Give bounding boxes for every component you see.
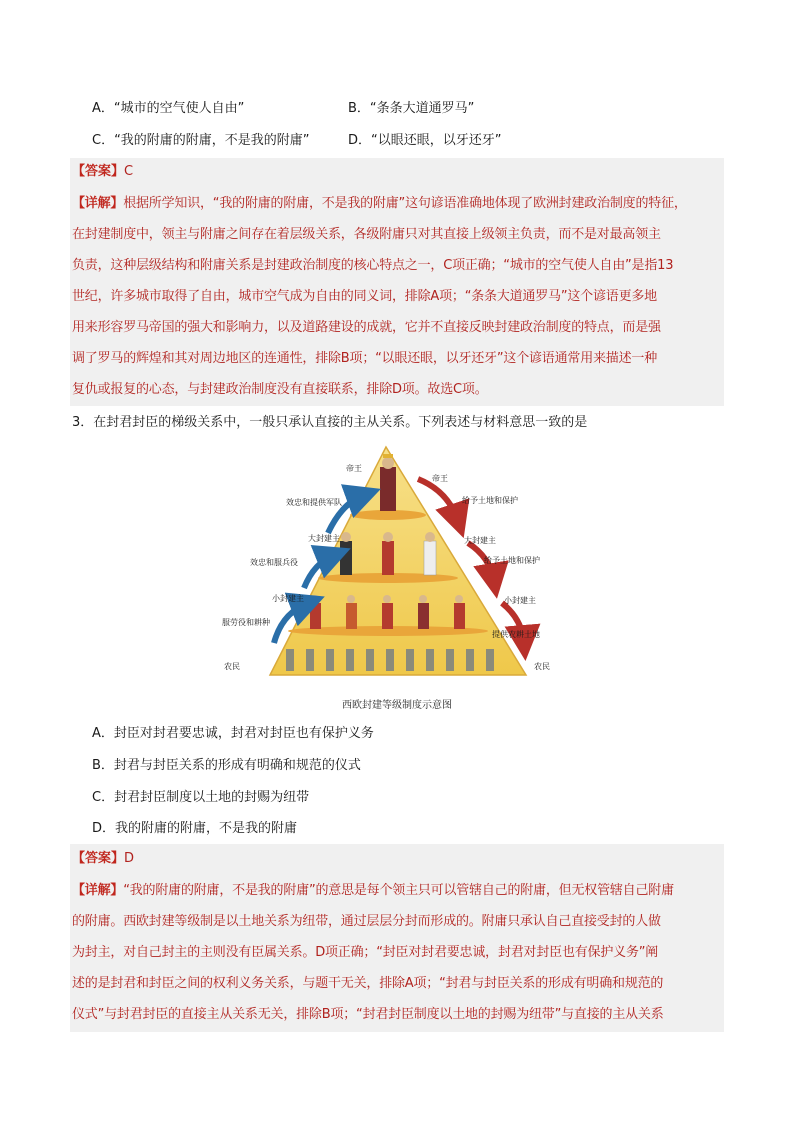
answer-tag: 【答案】 [72,851,125,866]
label-small-lord-right: 小封建主 [504,596,536,605]
caption-right-arrow-3: 提供农耕土地 [492,630,540,639]
q2-detail-line: 复仇或报复的心态，与封建政治制度没有直接联系，排除D项。故选C项。 [72,382,488,397]
q2-detail-line: 负责，这种层级结构和附庸关系是封建政治制度的核心特点之一，C项正确；“城市的空气使人自由”是指13 [72,258,674,273]
q3-detail-line: 述的是封君和封臣之间的权利义务关系，与题干无关，排除A项；“封君与封臣关系的形成有明确和规范的 [72,976,664,991]
q3-option-d: D．我的附庸的附庸，不是我的附庸 [92,821,298,836]
q3-answer-line [72,849,134,869]
detail-text: “我的附庸的附庸，不是我的附庸”的意思是每个领主只可以管辖自己的附庸，但无权管辖自己附庸 [123,883,674,898]
q2-detail-line [72,194,722,214]
q2-detail-line: 调了罗马的辉煌和其对周边地区的连通性，排除B项；“以眼还眼，以牙还牙”这个谚语通常用来描述一种 [72,351,657,366]
figure-caption: 西欧封建等级制度示意图 [342,700,452,711]
label-great-lord-right: 大封建主 [464,536,496,545]
q3-detail-line: 为封主，对自己封主的主则没有臣属关系。D项正确；“封臣对封君要忠诚，封君对封臣也有保护义务”阐 [72,945,659,960]
caption-left-arrow-2: 效忠和服兵役 [250,558,298,567]
caption-right-arrow-1: 给予土地和保护 [462,496,518,505]
q2-detail-line: 世纪，许多城市取得了自由，城市空气成为自由的同义词，排除A项；“条条大道通罗马”这个谚语更多地 [72,289,657,304]
label-peasant-left: 农民 [224,662,240,671]
label-emperor-right: 帝王 [432,474,448,483]
label-emperor-left: 帝王 [346,464,362,473]
q3-option-a: A．封臣对封君要忠诚，封君对封臣也有保护义务 [92,726,374,741]
emperor-platform [350,510,426,520]
q2-answer-line [72,162,133,182]
feudal-pyramid-diagram [222,443,550,683]
q3-answer-block [70,844,724,1032]
q2-option-a: A．“城市的空气使人自由” [92,101,245,116]
answer-tag: 【答案】 [72,164,125,179]
detail-tag: 【详解】 [72,883,124,898]
label-small-lord-left: 小封建主 [272,594,304,603]
emperor-figure [380,454,396,511]
caption-left-arrow-3: 效忠和提供军队 [286,498,342,507]
q2-option-c: C．“我的附庸的附庸，不是我的附庸” [92,133,310,148]
q3-stem: 3．在封君封臣的梯级关系中，一般只承认直接的主从关系。下列表述与材料意思一致的是 [72,415,588,430]
answer-value: D [124,851,135,866]
q2-detail-line: 在封建制度中，领主与附庸之间存在着层级关系，各级附庸只对其直接上级领主负责，而不是对最高领主 [72,227,661,242]
label-great-lord-left: 大封建主 [308,534,340,543]
q3-detail-line [72,881,722,901]
detail-text: 根据所学知识，“我的附庸的附庸，不是我的附庸”这句谚语准确地体现了欧洲封建政治制度的特征， [123,196,687,211]
q3-option-c: C．封君封臣制度以土地的封赐为纽带 [92,790,310,805]
q2-option-d: D．“以眼还眼，以牙还牙” [348,133,502,148]
q3-detail-line: 仪式”与封君封臣的直接主从关系无关，排除B项；“封君封臣制度以土地的封赐为纽带”与直接的主从关系 [72,1007,664,1022]
feudal-hierarchy-figure [222,443,550,683]
q2-option-b: B．“条条大道通罗马” [348,101,475,116]
caption-left-arrow-1: 服劳役和耕种 [222,618,270,627]
answer-value: C [124,164,134,179]
q3-option-b: B．封君与封臣关系的形成有明确和规范的仪式 [92,758,361,773]
q3-detail-line: 的附庸。西欧封建等级制是以土地关系为纽带，通过层层分封而形成的。附庸只承认自己直接受封的人做 [72,914,661,929]
label-peasant-right: 农民 [534,662,550,671]
q2-detail-line: 用来形容罗马帝国的强大和影响力，以及道路建设的成就，它并不直接反映封建政治制度的特点，而是强 [72,320,661,335]
caption-right-arrow-2: 给予土地和保护 [484,556,540,565]
detail-tag: 【详解】 [72,196,124,211]
